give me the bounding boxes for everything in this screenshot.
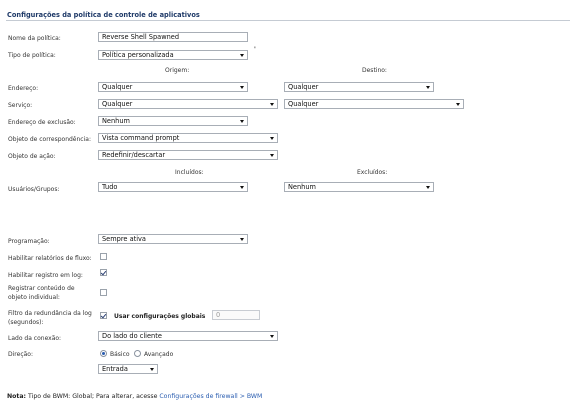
chevron-down-icon (270, 103, 274, 106)
chevron-down-icon (240, 120, 244, 123)
chevron-down-icon (270, 137, 274, 140)
log-redundancy-label-line1: Filtro da redundância da log (8, 310, 92, 317)
chevron-down-icon (240, 238, 244, 241)
match-object-value: Vista command prompt (102, 134, 180, 142)
policy-type-value: Política personalizada (102, 51, 174, 59)
policy-name-input[interactable]: Reverse Shell Spawned (98, 32, 248, 42)
note-prefix: Nota: (7, 393, 27, 400)
schedule-value: Sempre ativa (102, 235, 146, 243)
use-global-settings-label: Usar configurações globais (114, 313, 206, 320)
direction-select[interactable] (98, 364, 158, 374)
service-origin-value: Qualquer (102, 100, 133, 108)
action-object-select[interactable] (98, 150, 278, 160)
service-label: Serviço: (8, 102, 33, 109)
schedule-select[interactable] (98, 234, 248, 244)
policy-type-label: Tipo de política: (8, 52, 56, 59)
log-redundancy-label-line2: (segundos): (8, 319, 44, 326)
address-destination-value: Qualquer (288, 83, 319, 91)
users-excluded-value: Nenhum (288, 183, 316, 191)
excluded-column-header: Excluídos: (357, 169, 388, 176)
chevron-down-icon (240, 54, 244, 57)
bwm-settings-link[interactable]: Configurações de firewall > BWM (159, 393, 263, 400)
flow-reports-checkbox[interactable] (100, 253, 107, 260)
users-excluded-select[interactable] (284, 182, 434, 192)
exclusion-address-value: Nenhum (102, 117, 130, 125)
address-origin-select[interactable] (98, 82, 248, 92)
log-checkbox[interactable] (100, 269, 107, 276)
match-object-select[interactable] (98, 133, 278, 143)
direction-basic-label: Básico (110, 351, 130, 358)
content-log-label-line2: objeto individual: (8, 294, 60, 301)
users-included-select[interactable] (98, 182, 248, 192)
service-destination-value: Qualquer (288, 100, 319, 108)
chevron-down-icon (456, 103, 460, 106)
action-object-label: Objeto de ação: (8, 153, 56, 160)
chevron-down-icon (270, 154, 274, 157)
direction-value: Entrada (102, 365, 128, 373)
content-log-label-line1: Registrar conteúdo de (8, 285, 75, 292)
policy-type-marker: ' (254, 46, 256, 53)
chevron-down-icon (270, 335, 274, 338)
users-groups-label: Usuários/Grupos: (8, 186, 60, 193)
title-divider (6, 20, 570, 21)
content-log-checkbox[interactable] (100, 289, 107, 296)
exclusion-address-select[interactable] (98, 116, 248, 126)
schedule-label: Programação: (8, 238, 50, 245)
direction-advanced-label: Avançado (144, 351, 174, 358)
log-label: Habilitar registro em log: (8, 272, 83, 279)
users-included-value: Tudo (102, 183, 118, 191)
chevron-down-icon (426, 186, 430, 189)
connection-side-label: Lado da conexão: (8, 335, 62, 342)
chevron-down-icon (150, 368, 154, 371)
direction-basic-radio[interactable] (100, 350, 107, 357)
chevron-down-icon (240, 186, 244, 189)
direction-advanced-radio[interactable] (134, 350, 141, 357)
address-origin-value: Qualquer (102, 83, 133, 91)
service-destination-select[interactable] (284, 99, 464, 109)
flow-reports-label: Habilitar relatórios de fluxo: (8, 255, 92, 262)
note-text: Tipo de BWM: Global; Para alterar, acesse (26, 393, 160, 400)
exclusion-address-label: Endereço de exclusão: (8, 119, 76, 126)
connection-side-value: Do lado do cliente (102, 332, 162, 340)
destination-column-header: Destino: (362, 67, 387, 74)
service-origin-select[interactable] (98, 99, 278, 109)
page-title: Configurações da política de controle de aplicativos (7, 11, 200, 19)
use-global-settings-checkbox[interactable] (100, 312, 107, 319)
connection-side-select[interactable] (98, 331, 278, 341)
policy-type-select[interactable] (98, 50, 248, 60)
address-label: Endereço: (8, 85, 39, 92)
footer-note (7, 393, 262, 400)
log-redundancy-input[interactable]: 0 (212, 310, 260, 320)
direction-label: Direção: (8, 351, 33, 358)
address-destination-select[interactable] (284, 82, 434, 92)
match-object-label: Objeto de correspondência: (8, 136, 91, 143)
policy-name-label: Nome da política: (8, 35, 61, 42)
action-object-value: Redefinir/descartar (102, 151, 166, 159)
chevron-down-icon (240, 86, 244, 89)
included-column-header: Incluídos: (175, 169, 204, 176)
origin-column-header: Origem: (165, 67, 190, 74)
chevron-down-icon (426, 86, 430, 89)
